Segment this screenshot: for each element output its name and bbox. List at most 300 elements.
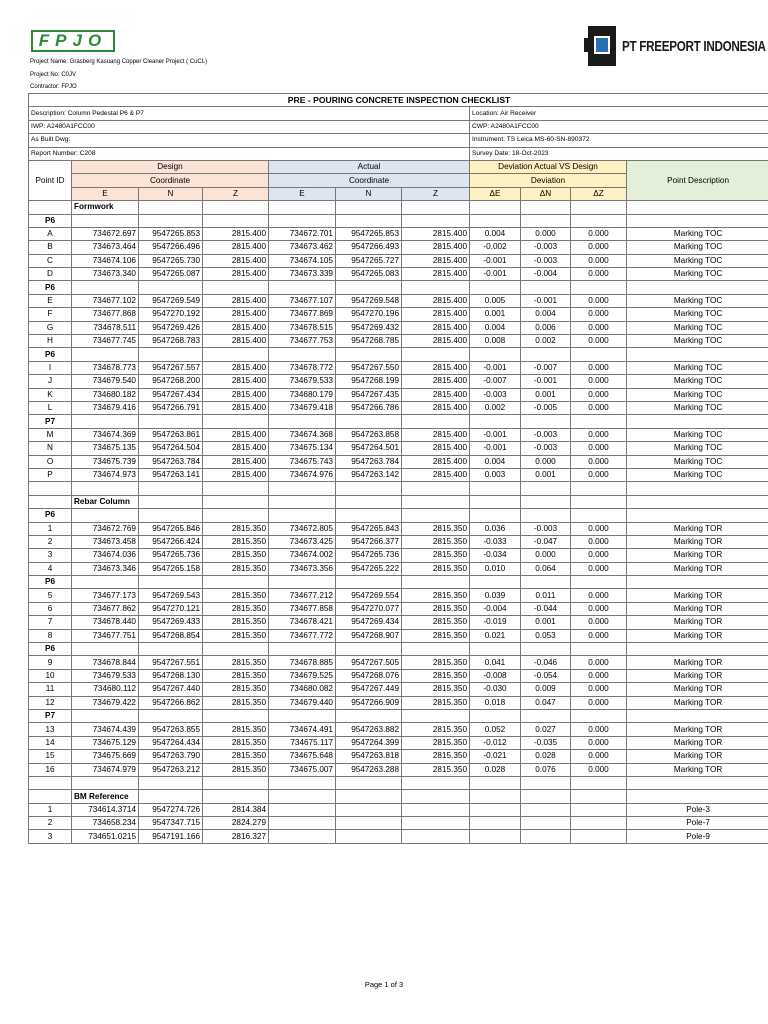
- actual-e: 734675.117: [269, 736, 336, 749]
- table-row: [29, 455, 768, 468]
- point-description: Marking TOC: [627, 335, 768, 348]
- empty-cell: [29, 495, 72, 508]
- point-description: Marking TOC: [627, 375, 768, 388]
- table-row: [29, 535, 768, 548]
- actual-z: 2815.400: [402, 375, 470, 388]
- actual-z: 2815.400: [402, 308, 470, 321]
- empty-cell: [29, 482, 72, 495]
- delta-z: 0.000: [571, 683, 627, 696]
- design-n: 9547264.434: [139, 736, 203, 749]
- actual-n: 9547267.449: [336, 683, 402, 696]
- empty-cell: [29, 790, 72, 803]
- actual-z: 2815.350: [402, 763, 470, 776]
- delta-n: -0.046: [521, 656, 571, 669]
- delta-n: -0.003: [521, 428, 571, 441]
- point-id: 1: [29, 803, 72, 816]
- design-n: 9547263.861: [139, 428, 203, 441]
- empty-cell: [269, 482, 336, 495]
- table-row: [29, 522, 768, 535]
- point-description: Marking TOC: [627, 455, 768, 468]
- delta-z: 0.000: [571, 428, 627, 441]
- empty-cell: [571, 709, 627, 722]
- project-number: Project No: C0JV: [30, 71, 77, 78]
- table-row: [29, 803, 768, 816]
- point-id: A: [29, 227, 72, 240]
- delta-n: 0.011: [521, 589, 571, 602]
- design-e: 734677.173: [72, 589, 139, 602]
- design-n: 9547269.426: [139, 321, 203, 334]
- design-z: 2815.400: [203, 401, 269, 414]
- delta-z: 0.000: [571, 388, 627, 401]
- point-id-header: Point ID: [29, 160, 72, 200]
- table-row: [29, 428, 768, 441]
- empty-cell: [470, 415, 521, 428]
- actual-z: [402, 830, 470, 843]
- actual-e: 734675.134: [269, 442, 336, 455]
- group-label-row: [29, 643, 768, 656]
- delta-n-header: ΔN: [521, 187, 571, 200]
- point-id: 10: [29, 669, 72, 682]
- point-description: Marking TOR: [627, 562, 768, 575]
- delta-z: 0.000: [571, 241, 627, 254]
- actual-n: 9547263.858: [336, 428, 402, 441]
- delta-n: -0.001: [521, 294, 571, 307]
- empty-cell: [139, 495, 203, 508]
- empty-cell: [139, 348, 203, 361]
- group-label: P6: [29, 509, 72, 522]
- point-description: Marking TOC: [627, 254, 768, 267]
- table-row: [29, 308, 768, 321]
- design-n: 9547263.784: [139, 455, 203, 468]
- point-description: Marking TOC: [627, 321, 768, 334]
- design-n: 9547347.715: [139, 817, 203, 830]
- delta-n: 0.002: [521, 335, 571, 348]
- delta-e: 0.004: [470, 455, 521, 468]
- empty-cell: [336, 348, 402, 361]
- empty-cell: [203, 214, 269, 227]
- delta-e: 0.008: [470, 335, 521, 348]
- actual-e: [269, 817, 336, 830]
- design-n: 9547274.726: [139, 803, 203, 816]
- delta-e: 0.018: [470, 696, 521, 709]
- actual-n: 9547265.843: [336, 522, 402, 535]
- actual-n: 9547268.199: [336, 375, 402, 388]
- empty-cell: [571, 214, 627, 227]
- actual-e: 734674.002: [269, 549, 336, 562]
- delta-n: 0.028: [521, 750, 571, 763]
- point-id: 13: [29, 723, 72, 736]
- delta-e: -0.019: [470, 616, 521, 629]
- delta-z: 0.000: [571, 442, 627, 455]
- point-id: 7: [29, 616, 72, 629]
- empty-cell: [269, 495, 336, 508]
- point-id: P: [29, 468, 72, 481]
- empty-cell: [269, 281, 336, 294]
- actual-n: 9547263.882: [336, 723, 402, 736]
- empty-cell: [521, 709, 571, 722]
- delta-n: [521, 803, 571, 816]
- table-row: [29, 375, 768, 388]
- delta-n: -0.007: [521, 361, 571, 374]
- design-e: 734679.540: [72, 375, 139, 388]
- table-row: [29, 227, 768, 240]
- delta-e: 0.021: [470, 629, 521, 642]
- empty-cell: [203, 348, 269, 361]
- actual-e: 734677.212: [269, 589, 336, 602]
- group-label: P6: [29, 281, 72, 294]
- design-z: 2815.400: [203, 241, 269, 254]
- delta-e: -0.002: [470, 241, 521, 254]
- actual-n: 9547267.435: [336, 388, 402, 401]
- design-e: 734675.129: [72, 736, 139, 749]
- empty-cell: [203, 509, 269, 522]
- design-e: 734675.739: [72, 455, 139, 468]
- delta-z: 0.000: [571, 616, 627, 629]
- actual-e: 734677.753: [269, 335, 336, 348]
- design-z: 2815.400: [203, 254, 269, 267]
- empty-cell: [72, 281, 139, 294]
- empty-cell: [269, 415, 336, 428]
- empty-cell: [72, 709, 139, 722]
- iwp-field: IWP: A2480A1FCC00: [29, 120, 470, 133]
- design-n: 9547265.730: [139, 254, 203, 267]
- design-n: 9547266.496: [139, 241, 203, 254]
- point-description: Marking TOR: [627, 656, 768, 669]
- point-description: Pole-7: [627, 817, 768, 830]
- point-id: N: [29, 442, 72, 455]
- design-n: 9547263.141: [139, 468, 203, 481]
- actual-z: 2815.350: [402, 669, 470, 682]
- design-z: 2815.350: [203, 683, 269, 696]
- delta-n: 0.006: [521, 321, 571, 334]
- design-e: 734674.439: [72, 723, 139, 736]
- design-n: 9547268.783: [139, 335, 203, 348]
- delta-n: 0.000: [521, 455, 571, 468]
- actual-z: 2815.350: [402, 656, 470, 669]
- inspection-table: [28, 93, 768, 844]
- empty-cell: [29, 201, 72, 214]
- empty-cell: [336, 281, 402, 294]
- delta-n: 0.064: [521, 562, 571, 575]
- actual-n: 9547269.548: [336, 294, 402, 307]
- point-id: 3: [29, 830, 72, 843]
- empty-cell: [470, 201, 521, 214]
- actual-z: 2815.400: [402, 388, 470, 401]
- table-row: [29, 335, 768, 348]
- design-e: 734673.458: [72, 535, 139, 548]
- delta-n: 0.000: [521, 227, 571, 240]
- group-label: P6: [29, 214, 72, 227]
- empty-cell: [627, 281, 768, 294]
- delta-z: 0.000: [571, 321, 627, 334]
- empty-cell: [203, 201, 269, 214]
- delta-z: 0.000: [571, 736, 627, 749]
- actual-n: 9547270.077: [336, 602, 402, 615]
- design-z: 2815.350: [203, 522, 269, 535]
- design-e: 734673.346: [72, 562, 139, 575]
- empty-cell: [627, 509, 768, 522]
- table-row: [29, 616, 768, 629]
- empty-cell: [269, 709, 336, 722]
- actual-n: [336, 803, 402, 816]
- point-description: Marking TOR: [627, 616, 768, 629]
- point-id: 2: [29, 817, 72, 830]
- actual-e-header: E: [269, 187, 336, 200]
- empty-cell: [571, 790, 627, 803]
- point-id: 8: [29, 629, 72, 642]
- empty-cell: [627, 576, 768, 589]
- project-info: [30, 56, 207, 94]
- design-n: 9547265.846: [139, 522, 203, 535]
- delta-e: -0.001: [470, 361, 521, 374]
- delta-e: 0.004: [470, 227, 521, 240]
- checklist-title: PRE - POURING CONCRETE INSPECTION CHECKLIST: [29, 94, 768, 107]
- section-label: BM Reference: [72, 790, 139, 803]
- table-row: [29, 388, 768, 401]
- actual-z: 2815.400: [402, 335, 470, 348]
- design-header: Design: [72, 160, 269, 173]
- delta-n: -0.047: [521, 535, 571, 548]
- actual-e: 734679.418: [269, 401, 336, 414]
- design-z-header: Z: [203, 187, 269, 200]
- point-id: 14: [29, 736, 72, 749]
- actual-e: 734678.515: [269, 321, 336, 334]
- point-description: Marking TOC: [627, 308, 768, 321]
- design-z: 2815.350: [203, 616, 269, 629]
- design-z: 2815.400: [203, 442, 269, 455]
- empty-cell: [402, 495, 470, 508]
- actual-n: 9547268.907: [336, 629, 402, 642]
- empty-cell: [521, 348, 571, 361]
- delta-z: 0.000: [571, 602, 627, 615]
- empty-cell: [571, 776, 627, 789]
- actual-z: [402, 817, 470, 830]
- empty-cell: [269, 790, 336, 803]
- actual-e: 734675.743: [269, 455, 336, 468]
- empty-cell: [139, 214, 203, 227]
- delta-n: 0.053: [521, 629, 571, 642]
- point-description: Marking TOR: [627, 589, 768, 602]
- point-description: Marking TOC: [627, 388, 768, 401]
- delta-e: [470, 830, 521, 843]
- point-description: Marking TOR: [627, 549, 768, 562]
- delta-n: -0.005: [521, 401, 571, 414]
- design-z: 2815.350: [203, 562, 269, 575]
- empty-cell: [521, 482, 571, 495]
- delta-e: -0.012: [470, 736, 521, 749]
- empty-cell: [470, 214, 521, 227]
- actual-e: 734678.772: [269, 361, 336, 374]
- deviation-header: Deviation: [470, 174, 627, 187]
- empty-cell: [72, 643, 139, 656]
- empty-cell: [470, 348, 521, 361]
- table-row: [29, 736, 768, 749]
- table-row: [29, 750, 768, 763]
- point-description: Marking TOR: [627, 736, 768, 749]
- contractor: Contractor: FPJO: [30, 84, 77, 90]
- actual-z: 2815.350: [402, 589, 470, 602]
- actual-z-header: Z: [402, 187, 470, 200]
- delta-z-header: ΔZ: [571, 187, 627, 200]
- design-z: 2815.400: [203, 227, 269, 240]
- delta-e: -0.003: [470, 388, 521, 401]
- design-e: 734679.416: [72, 401, 139, 414]
- point-description: Marking TOC: [627, 428, 768, 441]
- table-row: [29, 294, 768, 307]
- delta-n: 0.076: [521, 763, 571, 776]
- delta-z: 0.000: [571, 669, 627, 682]
- section-label-row: [29, 790, 768, 803]
- table-row: [29, 268, 768, 281]
- freeport-mark-icon: [584, 24, 620, 68]
- group-label-row: [29, 576, 768, 589]
- design-z: 2815.350: [203, 696, 269, 709]
- actual-e: 734672.701: [269, 227, 336, 240]
- freeport-logo: [584, 22, 768, 70]
- table-row: [29, 241, 768, 254]
- point-id: B: [29, 241, 72, 254]
- point-id: 16: [29, 763, 72, 776]
- actual-e: 734674.105: [269, 254, 336, 267]
- table-row: [29, 696, 768, 709]
- point-description: Marking TOC: [627, 227, 768, 240]
- point-id: E: [29, 294, 72, 307]
- empty-cell: [203, 482, 269, 495]
- empty-cell: [521, 576, 571, 589]
- point-id: 6: [29, 602, 72, 615]
- delta-z: 0.000: [571, 696, 627, 709]
- delta-n: 0.001: [521, 388, 571, 401]
- design-n: 9547265.087: [139, 268, 203, 281]
- location-field: Location: Air Receiver: [470, 107, 768, 120]
- design-e: 734677.745: [72, 335, 139, 348]
- empty-cell: [203, 576, 269, 589]
- delta-z: 0.000: [571, 763, 627, 776]
- design-e: 734678.511: [72, 321, 139, 334]
- actual-n: 9547263.288: [336, 763, 402, 776]
- section-label: Formwork: [72, 201, 139, 214]
- delta-n: -0.003: [521, 254, 571, 267]
- design-e: 734674.979: [72, 763, 139, 776]
- empty-cell: [521, 509, 571, 522]
- design-e: 734673.464: [72, 241, 139, 254]
- group-label-row: [29, 214, 768, 227]
- actual-z: 2815.350: [402, 602, 470, 615]
- design-e: 734677.102: [72, 294, 139, 307]
- empty-cell: [336, 495, 402, 508]
- actual-e: 734677.858: [269, 602, 336, 615]
- table-row: [29, 602, 768, 615]
- deviation-title-header: Deviation Actual VS Design: [470, 160, 627, 173]
- actual-z: 2815.350: [402, 683, 470, 696]
- point-id: 3: [29, 549, 72, 562]
- empty-cell: [402, 201, 470, 214]
- point-description: Marking TOC: [627, 442, 768, 455]
- delta-z: 0.000: [571, 522, 627, 535]
- empty-cell: [336, 709, 402, 722]
- point-description: Marking TOR: [627, 602, 768, 615]
- delta-n: 0.004: [521, 308, 571, 321]
- point-id: F: [29, 308, 72, 321]
- empty-cell: [72, 415, 139, 428]
- delta-e: 0.028: [470, 763, 521, 776]
- design-e: 734675.135: [72, 442, 139, 455]
- delta-z: 0.000: [571, 361, 627, 374]
- design-z: 2815.400: [203, 308, 269, 321]
- point-id: M: [29, 428, 72, 441]
- empty-cell: [402, 509, 470, 522]
- delta-e: 0.002: [470, 401, 521, 414]
- actual-z: 2815.350: [402, 616, 470, 629]
- delta-n: -0.003: [521, 241, 571, 254]
- empty-cell: [521, 790, 571, 803]
- empty-cell: [72, 482, 139, 495]
- point-description-header: Point Description: [627, 160, 768, 200]
- empty-cell: [627, 776, 768, 789]
- empty-cell: [72, 348, 139, 361]
- design-e: 734674.106: [72, 254, 139, 267]
- empty-cell: [470, 281, 521, 294]
- delta-n: 0.000: [521, 549, 571, 562]
- delta-e: [470, 817, 521, 830]
- actual-e: 734674.368: [269, 428, 336, 441]
- point-description: Marking TOR: [627, 750, 768, 763]
- empty-cell: [627, 482, 768, 495]
- empty-cell: [29, 776, 72, 789]
- delta-e: 0.039: [470, 589, 521, 602]
- empty-cell: [336, 576, 402, 589]
- design-z: 2815.350: [203, 750, 269, 763]
- delta-z: 0.000: [571, 375, 627, 388]
- actual-n: 9547268.785: [336, 335, 402, 348]
- design-z: 2815.400: [203, 455, 269, 468]
- actual-e: 734674.491: [269, 723, 336, 736]
- group-label: P7: [29, 709, 72, 722]
- actual-n: 9547265.222: [336, 562, 402, 575]
- actual-n: 9547263.784: [336, 455, 402, 468]
- design-n: 9547269.433: [139, 616, 203, 629]
- empty-cell: [203, 776, 269, 789]
- design-n: 9547263.790: [139, 750, 203, 763]
- actual-e: 734673.356: [269, 562, 336, 575]
- design-e: 734677.862: [72, 602, 139, 615]
- group-label-row: [29, 348, 768, 361]
- empty-cell: [470, 643, 521, 656]
- table-row: [29, 817, 768, 830]
- actual-n: 9547265.083: [336, 268, 402, 281]
- empty-cell: [470, 709, 521, 722]
- actual-z: 2815.400: [402, 455, 470, 468]
- delta-z: [571, 817, 627, 830]
- point-id: O: [29, 455, 72, 468]
- design-z: 2815.350: [203, 763, 269, 776]
- delta-z: 0.000: [571, 401, 627, 414]
- point-description: Marking TOR: [627, 683, 768, 696]
- point-id: 4: [29, 562, 72, 575]
- actual-z: 2815.350: [402, 696, 470, 709]
- point-description: Marking TOR: [627, 669, 768, 682]
- point-id: 1: [29, 522, 72, 535]
- delta-e: -0.034: [470, 549, 521, 562]
- design-e: 734674.369: [72, 428, 139, 441]
- table-row: [29, 442, 768, 455]
- empty-cell: [336, 415, 402, 428]
- empty-cell: [72, 214, 139, 227]
- empty-cell: [72, 509, 139, 522]
- table-row: [29, 254, 768, 267]
- delta-z: 0.000: [571, 308, 627, 321]
- point-description: Marking TOC: [627, 468, 768, 481]
